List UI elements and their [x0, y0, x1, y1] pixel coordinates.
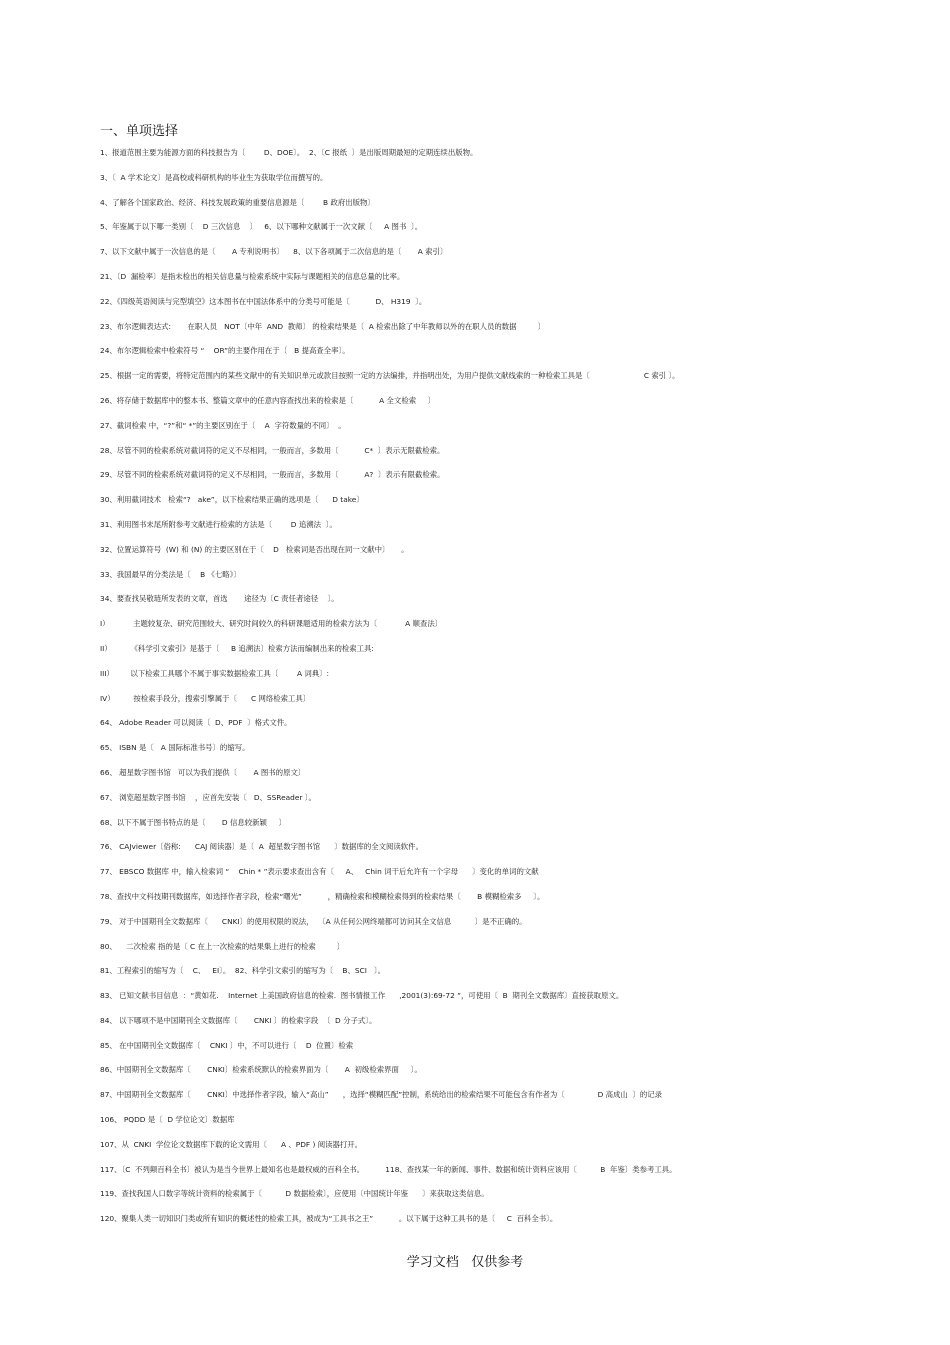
question-line: 65、 ISBN 是〔 A 国际标准书号〕的缩写。 [100, 743, 250, 753]
question-line: 26、将存储于数据库中的整本书、整篇文章中的任意内容查找出来的检索是〔 A 全文检索 〕 [100, 395, 436, 405]
question-line: 3、〔 A 学术论文〕是高校或科研机构的毕业生为获取学位而撰写的。 [100, 172, 328, 182]
question-line: 87、中国期刊全文数据库〔 CNKI〕中选择作者字段，输入“高山” ，选择“模糊匹配”控制，系统给出的检索结果不可能包含有作者为〔 D 高成山 〕的记录 [100, 1090, 663, 1100]
question-line: 80、 二次检索 指的是〔 C 在上一次检索的结果集上进行的检索 〕 [100, 941, 345, 951]
question-line: 68、以下不属于图书特点的是〔 D 信息较新颖 〕 [100, 817, 287, 827]
question-line: 64、 Adobe Reader 可以阅读〔 D、PDF 〕格式文件。 [100, 718, 292, 728]
question-line: 84、 以下哪项不是中国期刊全文数据库〔 CNKI 〕的检索字段 〔 D 分子式〕。 [100, 1015, 377, 1025]
question-line: 67、 浏览超星数字图书馆 ，应首先安装〔 D、SSReader 〕。 [100, 792, 316, 802]
question-line: II） 《科学引文索引》是基于〔 B 追溯法〕检索方法而编制出来的检索工具: [100, 643, 374, 653]
question-line: 23、布尔逻辑表达式: 在职人员 NOT〔中年 AND 教师〕 的检索结果是〔 A 检索出除了中年教师以外的在职人员的数据 〕 [100, 321, 546, 331]
question-line: 86、中国期刊全文数据库〔 CNKI〕检索系统默认的检索界面为〔 A 初级检索界面 〕。 [100, 1065, 422, 1075]
question-line: 81、工程索引的缩写为〔 C、 EI〕。 82、科学引文索引的缩写为〔 B、SCI 〕。 [100, 966, 386, 976]
question-line: 21、〔D 漏检率〕是指未检出的相关信息量与检索系统中实际与课题相关的信息总量的比率。 [100, 271, 405, 281]
question-line: 77、 EBSCO 数据库 中，输入检索词 “ Chin * ”表示要求查出含有〔 A、 Chin 词干后允许有一个字母 〕变化的单词的文献 [100, 867, 539, 877]
question-line: 117、〔C 不列颠百科全书〕被认为是当今世界上最知名也是最权威的百科全书。 118、查找某一年的新闻、事件、数据和统计资料应该用〔 B 年鉴〕类参考工具。 [100, 1164, 677, 1174]
question-line: 106、 PQDD 是〔 D 学位论文〕数据库 [100, 1115, 235, 1125]
section-heading: 一、单项选择 [100, 124, 179, 139]
question-list [100, 147, 930, 1238]
question-line: 76、 CAJviewer〔俗称: CAJ 阅读器〕是〔 A 超星数字图书馆 〕数据库的全文阅读软件。 [100, 842, 423, 852]
question-line: 7、以下文献中属于一次信息的是〔 A 专利说明书〕 8、以下各项属于二次信息的是〔 A 索引〕 [100, 247, 448, 257]
question-line: 33、我国最早的分类法是〔 B 《七略》〕 [100, 569, 241, 579]
question-line: 25、根据一定的需要，将特定范围内的某些文献中的有关知识单元或款目按照一定的方法编排，并指明出处，为用户提供文献线索的一种检索工具是〔 C 索引 〕。 [100, 371, 680, 381]
question-line: 31、利用图书末尾所附参考文献进行检索的方法是〔 D 追溯法 〕。 [100, 519, 337, 529]
question-line: 32、位置运算符号 (W) 和 (N) 的主要区别在于〔 D 检索词是否出现在同一文献中〕 。 [100, 544, 409, 554]
question-line: III） 以下检索工具哪个不属于事实数据检索工具〔 A 词典〕: [100, 668, 330, 678]
question-line: 27、截词检索 中，“?”和“ *”的主要区别在于〔 A 字符数量的不同〕 。 [100, 420, 346, 430]
question-line: IV） 按检索手段分，搜索引擎属于〔 C 网络检索工具〕 [100, 693, 311, 703]
question-line: 29、尽管不同的检索系统对截词符的定义不尽相同，一般而言，多数用〔 A? 〕表示有限截检索。 [100, 470, 445, 480]
question-line: 28、尽管不同的检索系统对截词符的定义不尽相同，一般而言，多数用〔 C* 〕表示无限截检索。 [100, 445, 445, 455]
question-line: I） 主题较复杂、研究范围较大、研究时间较久的科研课题适用的检索方法为〔 A 顺查法〕 [100, 619, 443, 629]
question-line: 85、 在中国期刊全文数据库〔 CNKI 〕中，不可以进行〔 D 位置〕检索 [100, 1040, 354, 1050]
question-line: 66、 超星数字图书馆 可以为我们提供〔 A 图书的原文〕 [100, 767, 306, 777]
question-line: 1、报道范围主要为能源方面的科技报告为〔 D、DOE〕。 2、〔C 报纸 〕是出版周期最短的定期连续出版物。 [100, 148, 478, 157]
question-line: 5、年鉴属于以下哪一类别〔 D 三次信息 〕 6、以下哪种文献属于一次文献〔 A 图书 〕。 [100, 222, 423, 232]
question-line: 78、查找中文科技期刊数据库，如选择作者字段，检索“曙光” ，精确检索和模糊检索得到的检索结果〔 B 模糊检索多 〕。 [100, 891, 545, 901]
page-footer: 学习文档 仅供参考 [406, 1255, 524, 1270]
question-line: 83、 已知文献书目信息 ：“黄如花. Internet 上美国政府信息的检索. 图书情报工作 ,2001(3):69-72 ”，可使用〔 B 期刊全文数据库〕直接获取原文。 [100, 991, 624, 1001]
question-line: 4、了解各个国家政治、经济、科技发展政策的重要信息源是〔 B 政府出版物〕 [100, 197, 375, 207]
question-line: 22、《四级英语阅读与完型填空》这本图书在中国法体系中的分类号可能是〔 D、 H319 〕。 [100, 296, 427, 306]
question-line: 119、查找我国人口数字等统计资料的检索属于〔 D 数据检索〕，应使用〔中国统计年鉴 〕来获取这类信息。 [100, 1189, 489, 1199]
question-line: 120、聚集人类一切知识门类或所有知识的概述性的检索工具，被成为“工具书之王” 。以下属于这种工具书的是〔 C 百科全书〕。 [100, 1214, 558, 1224]
question-line: 24、布尔逻辑检索中检索符号 “ OR”的主要作用在于〔 B 提高查全率〕。 [100, 346, 350, 356]
question-line: 30、利用截词技术 检索“? ake”，以下检索结果正确的选项是〔 D take〕 [100, 495, 364, 505]
question-line: 107、从 CNKI 学位论文数据库下载的论文需用〔 A 、PDF ) 阅读器打开。 [100, 1139, 363, 1149]
question-line: 79、 对于中国期刊全文数据库〔 CNKI〕的使用权限的说法， 〔A 从任何公网终端都可访问其全文信息 〕是不正确的。 [100, 916, 527, 926]
question-line: 34、要查找吴敬琏所发表的文章，首选 途径为〔C 责任者途径 〕。 [100, 594, 339, 604]
